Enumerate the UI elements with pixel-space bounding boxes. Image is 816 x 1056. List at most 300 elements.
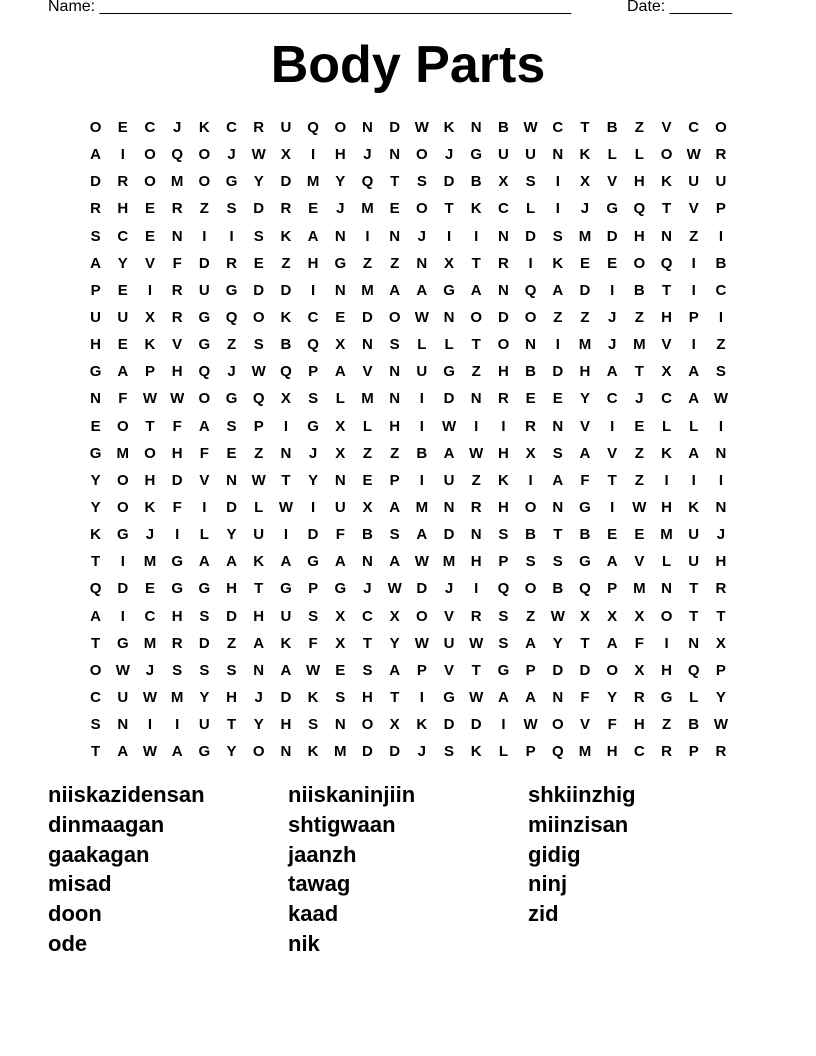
- grid-letter[interactable]: R: [715, 743, 727, 761]
- grid-letter[interactable]: X: [634, 661, 645, 679]
- grid-letter[interactable]: B: [470, 173, 482, 191]
- grid-letter[interactable]: G: [116, 634, 129, 652]
- grid-letter[interactable]: A: [280, 661, 292, 679]
- grid-letter[interactable]: S: [715, 363, 726, 381]
- grid-letter[interactable]: C: [362, 607, 373, 625]
- grid-letter[interactable]: V: [444, 661, 455, 679]
- grid-letter[interactable]: G: [307, 553, 319, 571]
- grid-letter[interactable]: A: [226, 553, 237, 571]
- grid-letter[interactable]: Z: [661, 716, 672, 734]
- grid-letter[interactable]: H: [633, 173, 645, 191]
- grid-letter[interactable]: K: [144, 499, 156, 517]
- grid-letter[interactable]: N: [661, 580, 672, 598]
- grid-letter[interactable]: K: [307, 689, 319, 707]
- grid-letter[interactable]: X: [579, 173, 590, 191]
- grid-letter[interactable]: N: [334, 281, 346, 299]
- grid-letter[interactable]: I: [120, 607, 125, 625]
- grid-letter[interactable]: Z: [634, 309, 644, 327]
- grid-letter[interactable]: T: [689, 580, 699, 598]
- grid-letter[interactable]: X: [634, 607, 645, 625]
- grid-letter[interactable]: N: [117, 716, 129, 734]
- grid-letter[interactable]: J: [580, 200, 590, 218]
- grid-letter[interactable]: M: [361, 200, 374, 218]
- grid-letter[interactable]: Y: [715, 689, 726, 707]
- grid-letter[interactable]: A: [579, 444, 591, 462]
- grid-letter[interactable]: H: [497, 444, 509, 462]
- grid-letter[interactable]: L: [689, 689, 699, 707]
- grid-letter[interactable]: O: [524, 580, 537, 598]
- grid-letter[interactable]: A: [525, 634, 537, 652]
- grid-letter[interactable]: S: [552, 227, 563, 245]
- grid-letter[interactable]: O: [470, 309, 483, 327]
- grid-letter[interactable]: J: [635, 390, 644, 408]
- grid-letter[interactable]: E: [552, 390, 563, 408]
- grid-letter[interactable]: I: [202, 227, 207, 245]
- grid-letter[interactable]: N: [525, 336, 537, 354]
- grid-letter[interactable]: T: [580, 119, 590, 137]
- grid-letter[interactable]: H: [661, 499, 672, 517]
- grid-letter[interactable]: U: [198, 716, 210, 734]
- grid-letter[interactable]: H: [280, 716, 292, 734]
- grid-letter[interactable]: A: [117, 363, 129, 381]
- grid-letter[interactable]: V: [661, 119, 672, 137]
- grid-letter[interactable]: X: [498, 173, 509, 191]
- grid-letter[interactable]: B: [579, 526, 591, 544]
- grid-letter[interactable]: X: [715, 634, 726, 652]
- grid-letter[interactable]: K: [552, 254, 564, 272]
- grid-letter[interactable]: I: [664, 634, 669, 652]
- grid-letter[interactable]: J: [444, 580, 454, 598]
- grid-letter[interactable]: V: [444, 607, 455, 625]
- grid-letter[interactable]: T: [145, 417, 155, 435]
- grid-letter[interactable]: Q: [687, 661, 700, 679]
- grid-letter[interactable]: J: [607, 309, 617, 327]
- grid-letter[interactable]: Z: [390, 254, 400, 272]
- grid-letter[interactable]: D: [552, 363, 564, 381]
- grid-letter[interactable]: K: [443, 119, 455, 137]
- grid-letter[interactable]: I: [175, 716, 180, 734]
- grid-letter[interactable]: I: [718, 471, 723, 489]
- grid-letter[interactable]: K: [253, 553, 265, 571]
- grid-letter[interactable]: M: [116, 444, 130, 462]
- grid-letter[interactable]: R: [470, 499, 482, 517]
- grid-letter[interactable]: S: [199, 661, 210, 679]
- grid-letter[interactable]: E: [389, 200, 400, 218]
- grid-letter[interactable]: C: [661, 390, 672, 408]
- grid-letter[interactable]: O: [144, 444, 156, 462]
- grid-letter[interactable]: J: [417, 743, 427, 761]
- grid-letter[interactable]: X: [335, 417, 346, 435]
- grid-letter[interactable]: O: [660, 607, 673, 625]
- grid-letter[interactable]: A: [280, 553, 292, 571]
- grid-letter[interactable]: Y: [607, 689, 618, 707]
- grid-letter[interactable]: A: [389, 553, 401, 571]
- grid-letter[interactable]: I: [555, 200, 560, 218]
- grid-letter[interactable]: Q: [307, 119, 319, 137]
- grid-letter[interactable]: E: [117, 336, 128, 354]
- grid-letter[interactable]: N: [497, 281, 509, 299]
- grid-letter[interactable]: Y: [253, 716, 264, 734]
- grid-letter[interactable]: F: [172, 499, 182, 517]
- grid-letter[interactable]: P: [498, 553, 509, 571]
- grid-letter[interactable]: H: [633, 716, 645, 734]
- grid-letter[interactable]: I: [718, 417, 723, 435]
- grid-letter[interactable]: O: [715, 119, 727, 137]
- grid-letter[interactable]: K: [144, 336, 156, 354]
- grid-letter[interactable]: A: [389, 499, 401, 517]
- grid-letter[interactable]: R: [497, 254, 509, 272]
- grid-letter[interactable]: U: [688, 173, 700, 191]
- grid-letter[interactable]: O: [361, 716, 374, 734]
- grid-letter[interactable]: C: [606, 390, 618, 408]
- grid-letter[interactable]: I: [283, 526, 288, 544]
- grid-letter[interactable]: J: [172, 119, 182, 137]
- grid-letter[interactable]: U: [688, 526, 700, 544]
- grid-letter[interactable]: L: [661, 553, 672, 571]
- grid-letter[interactable]: D: [552, 661, 564, 679]
- grid-letter[interactable]: G: [171, 580, 183, 598]
- grid-letter[interactable]: A: [606, 634, 618, 652]
- grid-letter[interactable]: T: [390, 173, 400, 191]
- grid-letter[interactable]: N: [443, 309, 455, 327]
- grid-letter[interactable]: U: [334, 499, 346, 517]
- grid-letter[interactable]: Y: [253, 173, 264, 191]
- grid-letter[interactable]: G: [225, 173, 238, 191]
- grid-letter[interactable]: N: [253, 661, 265, 679]
- grid-letter[interactable]: I: [528, 254, 533, 272]
- grid-letter[interactable]: W: [469, 634, 484, 652]
- grid-letter[interactable]: H: [497, 499, 509, 517]
- grid-letter[interactable]: A: [552, 281, 564, 299]
- grid-letter[interactable]: C: [90, 689, 102, 707]
- grid-letter[interactable]: I: [691, 281, 696, 299]
- grid-letter[interactable]: H: [334, 146, 346, 164]
- grid-letter[interactable]: P: [715, 661, 726, 679]
- grid-letter[interactable]: D: [525, 227, 537, 245]
- grid-letter[interactable]: U: [416, 363, 428, 381]
- grid-letter[interactable]: I: [175, 526, 180, 544]
- grid-letter[interactable]: S: [525, 553, 536, 571]
- grid-letter[interactable]: X: [389, 607, 400, 625]
- grid-letter[interactable]: Z: [362, 254, 373, 272]
- grid-letter[interactable]: S: [362, 661, 373, 679]
- grid-letter[interactable]: I: [311, 499, 316, 517]
- grid-letter[interactable]: W: [251, 363, 266, 381]
- grid-letter[interactable]: L: [689, 417, 699, 435]
- grid-letter[interactable]: D: [226, 499, 237, 517]
- grid-letter[interactable]: X: [335, 336, 346, 354]
- grid-letter[interactable]: B: [525, 526, 537, 544]
- grid-letter[interactable]: P: [144, 363, 155, 381]
- grid-letter[interactable]: N: [552, 417, 564, 435]
- grid-letter[interactable]: W: [142, 390, 158, 408]
- grid-letter[interactable]: G: [443, 281, 455, 299]
- grid-letter[interactable]: A: [253, 634, 265, 652]
- grid-letter[interactable]: B: [552, 580, 564, 598]
- grid-letter[interactable]: A: [334, 553, 346, 571]
- grid-letter[interactable]: U: [280, 119, 292, 137]
- grid-letter[interactable]: G: [579, 553, 591, 571]
- grid-letter[interactable]: I: [718, 227, 723, 245]
- grid-letter[interactable]: I: [311, 281, 316, 299]
- grid-letter[interactable]: V: [688, 200, 699, 218]
- grid-letter[interactable]: D: [280, 281, 292, 299]
- grid-letter[interactable]: T: [91, 743, 101, 761]
- grid-letter[interactable]: Z: [226, 336, 237, 354]
- grid-letter[interactable]: K: [280, 227, 292, 245]
- grid-letter[interactable]: N: [389, 227, 401, 245]
- grid-letter[interactable]: T: [471, 254, 481, 272]
- grid-letter[interactable]: E: [335, 309, 346, 327]
- grid-letter[interactable]: X: [335, 634, 346, 652]
- grid-letter[interactable]: H: [253, 607, 265, 625]
- grid-letter[interactable]: Q: [89, 580, 102, 598]
- grid-letter[interactable]: L: [362, 417, 373, 435]
- grid-letter[interactable]: S: [335, 689, 346, 707]
- grid-letter[interactable]: Z: [471, 363, 481, 381]
- grid-letter[interactable]: G: [443, 363, 455, 381]
- grid-letter[interactable]: A: [389, 661, 401, 679]
- grid-letter[interactable]: D: [443, 390, 455, 408]
- grid-letter[interactable]: F: [580, 689, 590, 707]
- grid-letter[interactable]: I: [501, 716, 506, 734]
- grid-letter[interactable]: N: [443, 499, 455, 517]
- grid-letter[interactable]: E: [607, 526, 618, 544]
- grid-letter[interactable]: G: [225, 390, 238, 408]
- grid-letter[interactable]: M: [578, 743, 592, 761]
- grid-letter[interactable]: C: [715, 281, 727, 299]
- grid-letter[interactable]: M: [361, 390, 374, 408]
- grid-letter[interactable]: B: [497, 119, 509, 137]
- grid-letter[interactable]: A: [688, 390, 700, 408]
- grid-letter[interactable]: C: [633, 743, 645, 761]
- grid-letter[interactable]: W: [469, 444, 484, 462]
- grid-letter[interactable]: H: [661, 309, 672, 327]
- grid-letter[interactable]: N: [552, 146, 564, 164]
- grid-letter[interactable]: G: [225, 281, 238, 299]
- grid-letter[interactable]: R: [171, 309, 183, 327]
- grid-letter[interactable]: L: [199, 526, 209, 544]
- grid-letter[interactable]: S: [389, 336, 400, 354]
- grid-letter[interactable]: V: [362, 363, 373, 381]
- grid-letter[interactable]: U: [443, 471, 455, 489]
- grid-letter[interactable]: Z: [580, 309, 590, 327]
- grid-letter[interactable]: M: [633, 336, 646, 354]
- grid-letter[interactable]: K: [661, 173, 672, 191]
- grid-letter[interactable]: W: [414, 119, 429, 137]
- grid-letter[interactable]: S: [308, 607, 319, 625]
- grid-letter[interactable]: N: [552, 499, 564, 517]
- grid-letter[interactable]: G: [443, 689, 455, 707]
- grid-letter[interactable]: R: [90, 200, 102, 218]
- grid-letter[interactable]: I: [610, 417, 615, 435]
- grid-letter[interactable]: H: [470, 553, 482, 571]
- grid-letter[interactable]: D: [90, 173, 102, 191]
- grid-letter[interactable]: G: [307, 417, 319, 435]
- grid-letter[interactable]: G: [198, 580, 211, 598]
- grid-letter[interactable]: O: [198, 146, 211, 164]
- grid-letter[interactable]: T: [91, 553, 101, 571]
- grid-letter[interactable]: L: [335, 390, 345, 408]
- grid-letter[interactable]: F: [607, 716, 617, 734]
- grid-letter[interactable]: P: [416, 661, 427, 679]
- grid-letter[interactable]: X: [661, 363, 672, 381]
- grid-letter[interactable]: T: [716, 607, 726, 625]
- grid-letter[interactable]: A: [688, 444, 700, 462]
- grid-letter[interactable]: O: [416, 200, 428, 218]
- grid-letter[interactable]: Q: [551, 743, 564, 761]
- grid-letter[interactable]: M: [442, 553, 456, 571]
- grid-letter[interactable]: E: [117, 119, 128, 137]
- grid-letter[interactable]: O: [497, 336, 510, 354]
- grid-letter[interactable]: T: [254, 580, 264, 598]
- grid-letter[interactable]: Q: [171, 146, 183, 164]
- grid-letter[interactable]: I: [718, 309, 723, 327]
- grid-letter[interactable]: T: [607, 471, 617, 489]
- grid-letter[interactable]: Z: [716, 336, 726, 354]
- grid-letter[interactable]: R: [117, 173, 129, 191]
- grid-letter[interactable]: I: [202, 499, 207, 517]
- grid-letter[interactable]: N: [470, 390, 482, 408]
- grid-letter[interactable]: D: [171, 471, 183, 489]
- grid-letter[interactable]: D: [307, 526, 319, 544]
- grid-letter[interactable]: M: [170, 689, 184, 707]
- grid-letter[interactable]: S: [172, 661, 183, 679]
- grid-letter[interactable]: F: [580, 471, 590, 489]
- grid-letter[interactable]: I: [691, 471, 696, 489]
- grid-letter[interactable]: Q: [497, 580, 510, 598]
- grid-letter[interactable]: V: [661, 336, 672, 354]
- grid-letter[interactable]: Z: [254, 444, 264, 462]
- grid-letter[interactable]: B: [633, 281, 645, 299]
- grid-letter[interactable]: H: [117, 200, 129, 218]
- grid-letter[interactable]: M: [143, 553, 157, 571]
- grid-letter[interactable]: F: [172, 254, 182, 272]
- grid-letter[interactable]: O: [606, 661, 618, 679]
- grid-letter[interactable]: J: [145, 526, 155, 544]
- grid-letter[interactable]: N: [362, 553, 373, 571]
- grid-letter[interactable]: D: [606, 227, 618, 245]
- grid-letter[interactable]: J: [145, 661, 155, 679]
- grid-letter[interactable]: S: [90, 716, 101, 734]
- grid-letter[interactable]: W: [686, 146, 701, 164]
- grid-letter[interactable]: J: [363, 580, 372, 598]
- grid-letter[interactable]: I: [610, 499, 615, 517]
- grid-letter[interactable]: X: [144, 309, 155, 327]
- grid-letter[interactable]: R: [661, 743, 672, 761]
- grid-letter[interactable]: H: [144, 471, 156, 489]
- grid-letter[interactable]: T: [390, 689, 400, 707]
- grid-letter[interactable]: C: [226, 119, 237, 137]
- grid-letter[interactable]: C: [497, 200, 509, 218]
- grid-letter[interactable]: W: [251, 471, 266, 489]
- name-field[interactable]: Name: _____________________________________________________: [48, 0, 572, 15]
- grid-letter[interactable]: N: [334, 471, 346, 489]
- grid-letter[interactable]: T: [362, 634, 373, 652]
- grid-letter[interactable]: P: [253, 417, 264, 435]
- grid-letter[interactable]: Z: [226, 634, 237, 652]
- grid-letter[interactable]: S: [389, 526, 400, 544]
- grid-letter[interactable]: M: [415, 499, 429, 517]
- grid-letter[interactable]: O: [524, 309, 537, 327]
- grid-letter[interactable]: R: [226, 254, 237, 272]
- grid-letter[interactable]: I: [229, 227, 234, 245]
- grid-letter[interactable]: R: [525, 417, 537, 435]
- grid-letter[interactable]: E: [607, 254, 618, 272]
- grid-letter[interactable]: S: [308, 390, 319, 408]
- grid-letter[interactable]: G: [579, 499, 591, 517]
- grid-letter[interactable]: U: [253, 526, 265, 544]
- grid-letter[interactable]: O: [89, 661, 102, 679]
- grid-letter[interactable]: A: [688, 363, 700, 381]
- grid-letter[interactable]: I: [419, 390, 424, 408]
- grid-letter[interactable]: F: [634, 634, 644, 652]
- grid-letter[interactable]: G: [660, 689, 673, 707]
- grid-letter[interactable]: I: [610, 281, 615, 299]
- grid-letter[interactable]: P: [688, 309, 699, 327]
- grid-letter[interactable]: A: [334, 363, 346, 381]
- grid-letter[interactable]: K: [688, 499, 700, 517]
- grid-letter[interactable]: U: [117, 309, 129, 327]
- grid-letter[interactable]: M: [633, 580, 646, 598]
- grid-letter[interactable]: O: [198, 173, 211, 191]
- grid-letter[interactable]: S: [253, 227, 264, 245]
- grid-letter[interactable]: I: [120, 553, 125, 571]
- grid-letter[interactable]: N: [226, 471, 237, 489]
- grid-letter[interactable]: W: [170, 390, 185, 408]
- grid-letter[interactable]: V: [579, 716, 590, 734]
- grid-letter[interactable]: H: [90, 336, 102, 354]
- grid-letter[interactable]: G: [497, 661, 510, 679]
- grid-letter[interactable]: B: [362, 526, 373, 544]
- grid-letter[interactable]: H: [171, 607, 183, 625]
- grid-letter[interactable]: U: [525, 146, 537, 164]
- grid-letter[interactable]: N: [416, 254, 428, 272]
- grid-letter[interactable]: G: [470, 146, 483, 164]
- grid-letter[interactable]: W: [713, 716, 728, 734]
- grid-letter[interactable]: L: [498, 743, 508, 761]
- grid-letter[interactable]: X: [525, 444, 536, 462]
- grid-letter[interactable]: D: [443, 716, 455, 734]
- grid-letter[interactable]: G: [171, 553, 183, 571]
- grid-letter[interactable]: D: [579, 281, 591, 299]
- grid-letter[interactable]: U: [280, 607, 292, 625]
- grid-letter[interactable]: T: [471, 336, 481, 354]
- grid-letter[interactable]: R: [171, 634, 183, 652]
- grid-letter[interactable]: L: [607, 146, 617, 164]
- grid-letter[interactable]: Z: [390, 444, 400, 462]
- grid-letter[interactable]: Y: [335, 173, 346, 191]
- grid-letter[interactable]: W: [251, 146, 266, 164]
- grid-letter[interactable]: A: [416, 526, 428, 544]
- grid-letter[interactable]: E: [144, 200, 155, 218]
- grid-letter[interactable]: N: [497, 227, 509, 245]
- grid-letter[interactable]: W: [523, 716, 538, 734]
- grid-letter[interactable]: H: [715, 553, 727, 571]
- grid-letter[interactable]: K: [416, 716, 428, 734]
- grid-letter[interactable]: P: [525, 661, 536, 679]
- grid-letter[interactable]: K: [497, 471, 509, 489]
- grid-letter[interactable]: L: [417, 336, 427, 354]
- grid-letter[interactable]: B: [280, 336, 292, 354]
- grid-letter[interactable]: A: [198, 553, 210, 571]
- grid-letter[interactable]: F: [308, 634, 318, 652]
- grid-letter[interactable]: L: [661, 417, 672, 435]
- grid-letter[interactable]: R: [633, 689, 645, 707]
- grid-letter[interactable]: D: [416, 580, 428, 598]
- grid-letter[interactable]: D: [198, 634, 210, 652]
- grid-letter[interactable]: Q: [579, 580, 591, 598]
